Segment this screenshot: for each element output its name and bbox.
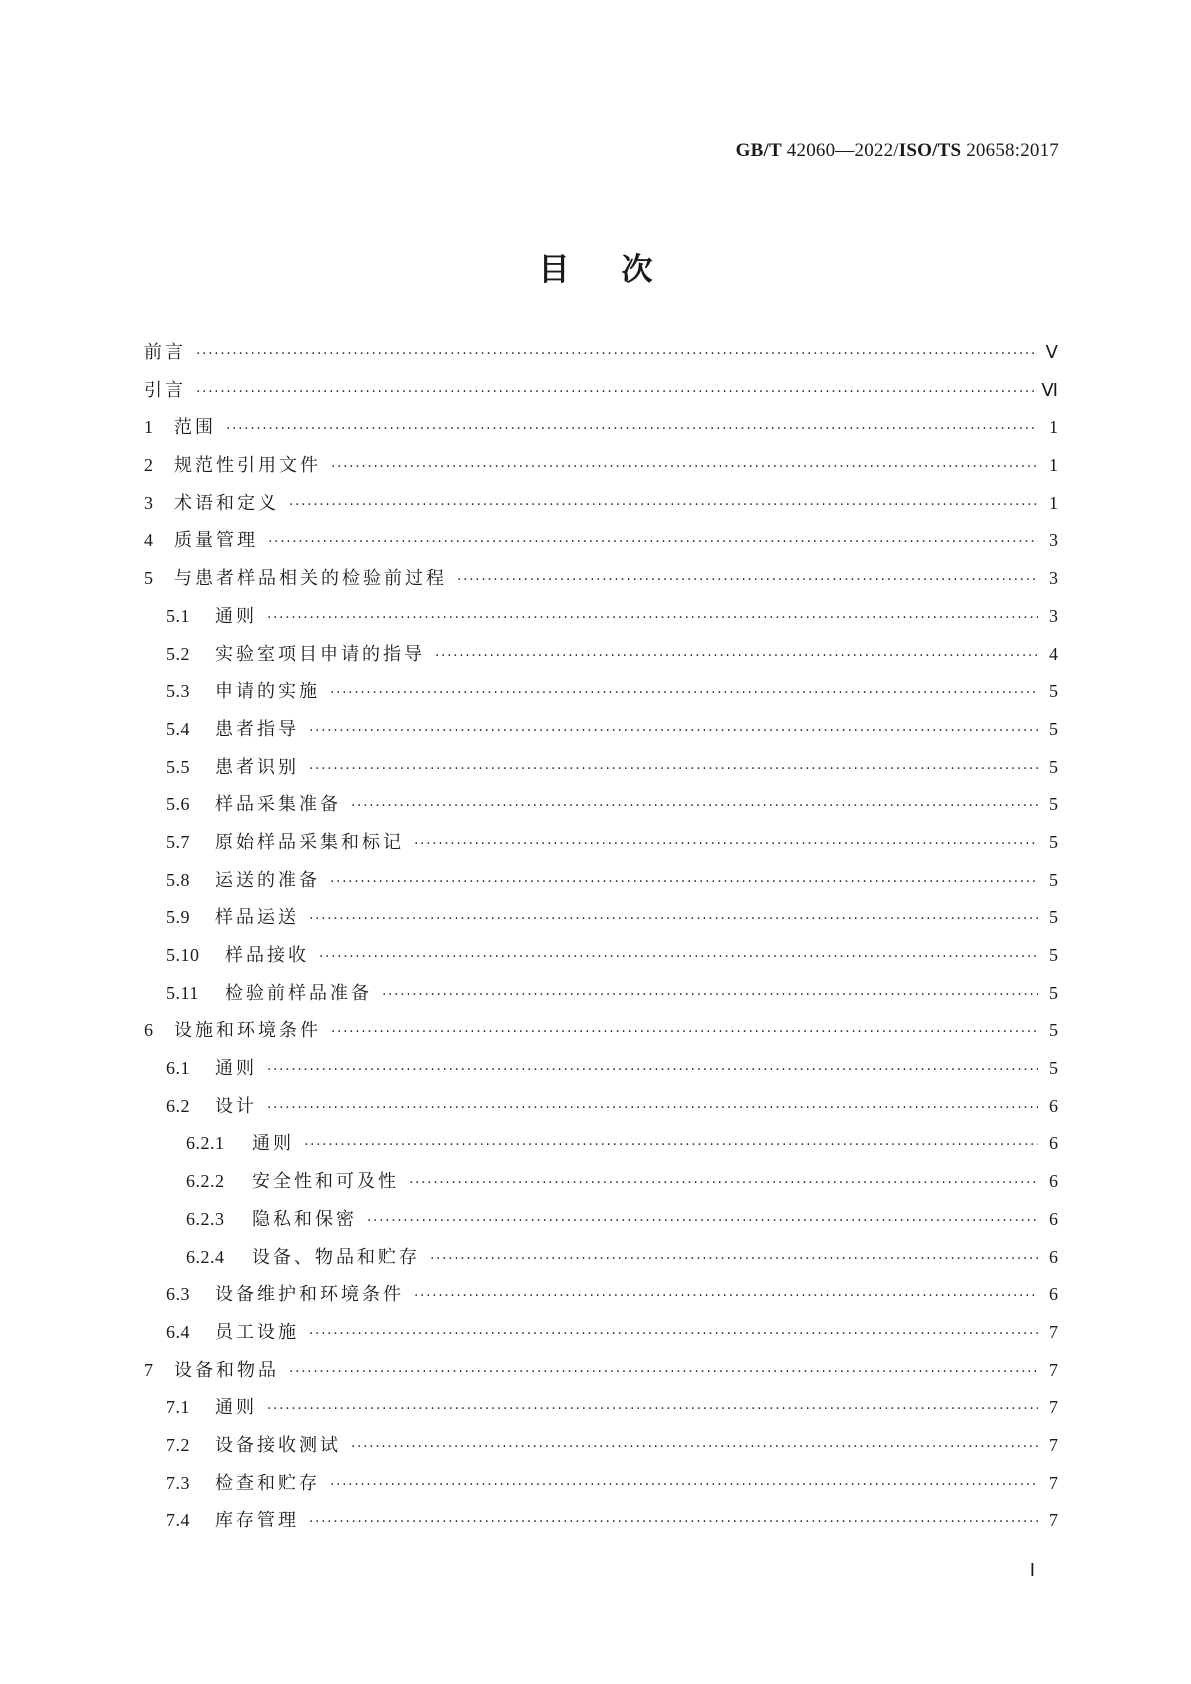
toc-dot-leader: [267, 1401, 1038, 1417]
toc-entry-number: 5.9: [166, 907, 190, 928]
toc-entry-number: 5.11: [166, 982, 199, 1003]
toc-entry-title: 检验前样品准备: [225, 982, 372, 1004]
toc-entry[interactable]: [144, 790, 1058, 828]
toc-entry-title: 运送的准备: [215, 869, 320, 891]
toc-dot-leader: [430, 1251, 1038, 1267]
toc-entry-number: 5.3: [166, 681, 190, 702]
toc-entry-title: 设备、物品和贮存: [252, 1246, 420, 1268]
toc-dot-leader: [382, 987, 1038, 1003]
toc-entry[interactable]: [144, 1167, 1058, 1205]
toc-entry-page: 6: [1049, 1095, 1058, 1116]
toc-entry-title: 设施和环境条件: [174, 1020, 321, 1042]
toc-dot-leader: [367, 1213, 1038, 1229]
toc-entry[interactable]: [144, 413, 1058, 451]
iso-prefix: ISO/TS: [898, 140, 962, 161]
page-title: 目次: [538, 252, 705, 288]
toc-entry[interactable]: [144, 753, 1058, 791]
toc-entry-page: Ⅴ: [1045, 342, 1058, 362]
toc-entry-title: 规范性引用文件: [174, 455, 321, 477]
toc-entry-page: 7: [1049, 1510, 1058, 1531]
toc-entry-number: 7.1: [166, 1397, 190, 1418]
toc-entry-page: 5: [1049, 756, 1058, 777]
toc-entry-page: 4: [1049, 643, 1058, 664]
toc-entry[interactable]: [144, 489, 1058, 527]
toc-entry[interactable]: [144, 564, 1058, 602]
toc-entry-number: 5.7: [166, 831, 190, 852]
toc-entry-title: 设计: [215, 1095, 257, 1117]
toc-entry-title: 通则: [252, 1133, 294, 1155]
toc-dot-leader: [196, 384, 1035, 400]
toc-entry-title: 通则: [215, 1397, 257, 1419]
toc-entry-title: 范围: [174, 417, 216, 439]
toc-entry[interactable]: [144, 1092, 1058, 1130]
toc-entry-number: 5.1: [166, 605, 190, 626]
toc-entry-page: 5: [1049, 1020, 1058, 1041]
toc-entry-page: 5: [1049, 681, 1058, 702]
toc-entry[interactable]: [144, 1243, 1058, 1281]
toc-entry[interactable]: [144, 1393, 1058, 1431]
toc-entry[interactable]: [144, 1356, 1058, 1394]
toc-entry-page: 5: [1049, 982, 1058, 1003]
table-of-contents: [144, 338, 1058, 1544]
toc-entry[interactable]: [144, 640, 1058, 678]
toc-entry-page: 5: [1049, 869, 1058, 890]
document-code: [736, 140, 1059, 162]
toc-entry-number: 5.6: [166, 794, 190, 815]
toc-dot-leader: [309, 723, 1038, 739]
toc-entry-number: 5.5: [166, 756, 190, 777]
toc-entry-title: 设备接收测试: [215, 1434, 341, 1456]
toc-entry-page: 1: [1049, 417, 1058, 438]
toc-entry-page: 6: [1049, 1133, 1058, 1154]
toc-entry-page: Ⅵ: [1041, 379, 1058, 400]
toc-entry-page: 7: [1049, 1321, 1058, 1342]
toc-entry-page: 3: [1049, 605, 1058, 626]
toc-entry-number: 5.10: [166, 945, 200, 965]
toc-entry-number: 7.2: [166, 1434, 190, 1455]
toc-entry-number: 5.2: [166, 643, 190, 664]
toc-entry-number: 6: [144, 1020, 154, 1041]
toc-entry-number: 3: [144, 492, 154, 513]
toc-entry[interactable]: [144, 1318, 1058, 1356]
toc-dot-leader: [304, 1137, 1038, 1153]
toc-dot-leader: [414, 1288, 1038, 1304]
toc-entry-title: 申请的实施: [215, 681, 320, 703]
toc-dot-leader: [351, 798, 1038, 814]
toc-dot-leader: [226, 421, 1038, 437]
toc-entry-title: 设备维护和环境条件: [215, 1284, 404, 1306]
toc-entry-title: 与患者样品相关的检验前过程: [174, 568, 447, 590]
toc-entry-title: 通则: [215, 1058, 257, 1080]
toc-dot-leader: [309, 911, 1038, 927]
toc-dot-leader: [289, 1364, 1038, 1380]
toc-dot-leader: [267, 1062, 1038, 1078]
toc-dot-leader: [330, 874, 1038, 890]
toc-entry-number: 5.4: [166, 718, 190, 739]
toc-entry-page: 5: [1049, 945, 1058, 965]
standard-number: 42060—2022/: [781, 140, 899, 161]
toc-entry-title: 引言: [144, 379, 186, 401]
toc-entry-number: 6.2.2: [186, 1171, 225, 1192]
toc-entry-number: 7: [144, 1359, 154, 1380]
toc-dot-leader: [309, 1326, 1038, 1342]
toc-entry-page: 7: [1049, 1472, 1058, 1493]
toc-entry[interactable]: [144, 941, 1058, 979]
toc-entry-page: 6: [1049, 1284, 1058, 1305]
toc-entry[interactable]: [144, 376, 1058, 414]
toc-dot-leader: [309, 761, 1038, 777]
toc-entry-page: 6: [1049, 1246, 1058, 1267]
toc-entry-number: 6.2: [166, 1095, 190, 1116]
toc-entry-title: 通则: [215, 605, 257, 627]
toc-entry[interactable]: [144, 715, 1058, 753]
toc-entry-number: 5.8: [166, 869, 190, 890]
page-number: Ⅰ: [1029, 1560, 1035, 1580]
toc-dot-leader: [457, 572, 1038, 588]
toc-entry-number: 1: [144, 417, 154, 438]
toc-entry-page: 7: [1049, 1359, 1058, 1380]
toc-entry-page: 3: [1049, 568, 1058, 589]
toc-dot-leader: [309, 1514, 1038, 1530]
toc-entry-title: 样品采集准备: [215, 794, 341, 816]
toc-entry-title: 患者指导: [215, 718, 299, 740]
toc-entry-title: 实验室项目申请的指导: [215, 643, 425, 665]
toc-dot-leader: [330, 685, 1038, 701]
toc-dot-leader: [351, 1439, 1038, 1455]
toc-entry-title: 安全性和可及性: [252, 1171, 399, 1193]
toc-entry-page: 7: [1049, 1397, 1058, 1418]
toc-entry[interactable]: [144, 1205, 1058, 1243]
toc-entry-title: 样品运送: [215, 907, 299, 929]
toc-dot-leader: [435, 648, 1038, 664]
toc-entry[interactable]: [144, 1129, 1058, 1167]
toc-entry-number: 5: [144, 568, 154, 589]
toc-entry-title: 员工设施: [215, 1321, 299, 1343]
toc-entry[interactable]: [144, 1016, 1058, 1054]
toc-entry-page: 5: [1049, 831, 1058, 852]
toc-dot-leader: [267, 1100, 1038, 1116]
toc-entry[interactable]: [144, 338, 1058, 376]
toc-entry-number: 6.2.3: [186, 1208, 225, 1229]
toc-dot-leader: [330, 1477, 1038, 1493]
toc-entry-page: 7: [1049, 1434, 1058, 1455]
toc-entry-number: 6.3: [166, 1284, 190, 1305]
toc-dot-leader: [331, 1024, 1038, 1040]
toc-entry-number: 6.4: [166, 1321, 190, 1342]
toc-entry[interactable]: [144, 1469, 1058, 1507]
toc-entry-number: 6.2.1: [186, 1133, 225, 1154]
toc-entry-number: 7.4: [166, 1510, 190, 1531]
toc-entry-number: 6.2.4: [186, 1246, 225, 1267]
toc-entry[interactable]: [144, 451, 1058, 489]
toc-entry-title: 检查和贮存: [215, 1472, 320, 1494]
toc-entry[interactable]: [144, 1280, 1058, 1318]
toc-entry[interactable]: [144, 1431, 1058, 1469]
toc-entry-page: 3: [1049, 530, 1058, 551]
toc-entry-title: 样品接收: [225, 945, 309, 966]
toc-entry-page: 1: [1049, 492, 1058, 513]
toc-entry-title: 质量管理: [174, 530, 258, 552]
toc-entry-title: 原始样品采集和标记: [215, 831, 404, 853]
toc-entry-page: 6: [1049, 1208, 1058, 1229]
toc-entry-page: 6: [1049, 1171, 1058, 1192]
toc-entry-title: 患者识别: [215, 756, 299, 778]
toc-entry-title: 术语和定义: [174, 492, 279, 514]
toc-entry[interactable]: [144, 526, 1058, 564]
toc-dot-leader: [331, 459, 1038, 475]
toc-entry-number: 2: [144, 455, 154, 476]
toc-entry-title: 库存管理: [215, 1510, 299, 1532]
toc-entry-page: 5: [1049, 907, 1058, 928]
toc-entry-page: 5: [1049, 794, 1058, 815]
toc-dot-leader: [289, 497, 1038, 513]
toc-entry-title: 前言: [144, 342, 186, 363]
toc-entry[interactable]: [144, 903, 1058, 941]
toc-entry[interactable]: [144, 1054, 1058, 1092]
toc-entry[interactable]: [144, 1506, 1058, 1544]
toc-entry-number: 4: [144, 530, 154, 551]
toc-entry-page: 5: [1049, 718, 1058, 739]
standard-prefix: GB/T: [735, 140, 782, 161]
toc-entry-page: 5: [1049, 1058, 1058, 1079]
toc-entry[interactable]: [144, 677, 1058, 715]
toc-entry[interactable]: [144, 828, 1058, 866]
iso-number: 20658:2017: [961, 140, 1059, 161]
toc-dot-leader: [268, 534, 1038, 550]
toc-entry[interactable]: [144, 979, 1058, 1017]
toc-entry-page: 1: [1049, 455, 1058, 476]
toc-entry-title: 隐私和保密: [252, 1208, 357, 1230]
toc-dot-leader: [319, 949, 1038, 965]
toc-dot-leader: [409, 1175, 1038, 1191]
toc-dot-leader: [196, 346, 1038, 362]
toc-entry-title: 设备和物品: [174, 1359, 279, 1381]
toc-entry[interactable]: [144, 866, 1058, 904]
toc-dot-leader: [267, 610, 1038, 626]
toc-entry-number: 6.1: [166, 1058, 190, 1079]
toc-entry[interactable]: [144, 602, 1058, 640]
toc-entry-number: 7.3: [166, 1472, 190, 1493]
toc-dot-leader: [414, 836, 1038, 852]
